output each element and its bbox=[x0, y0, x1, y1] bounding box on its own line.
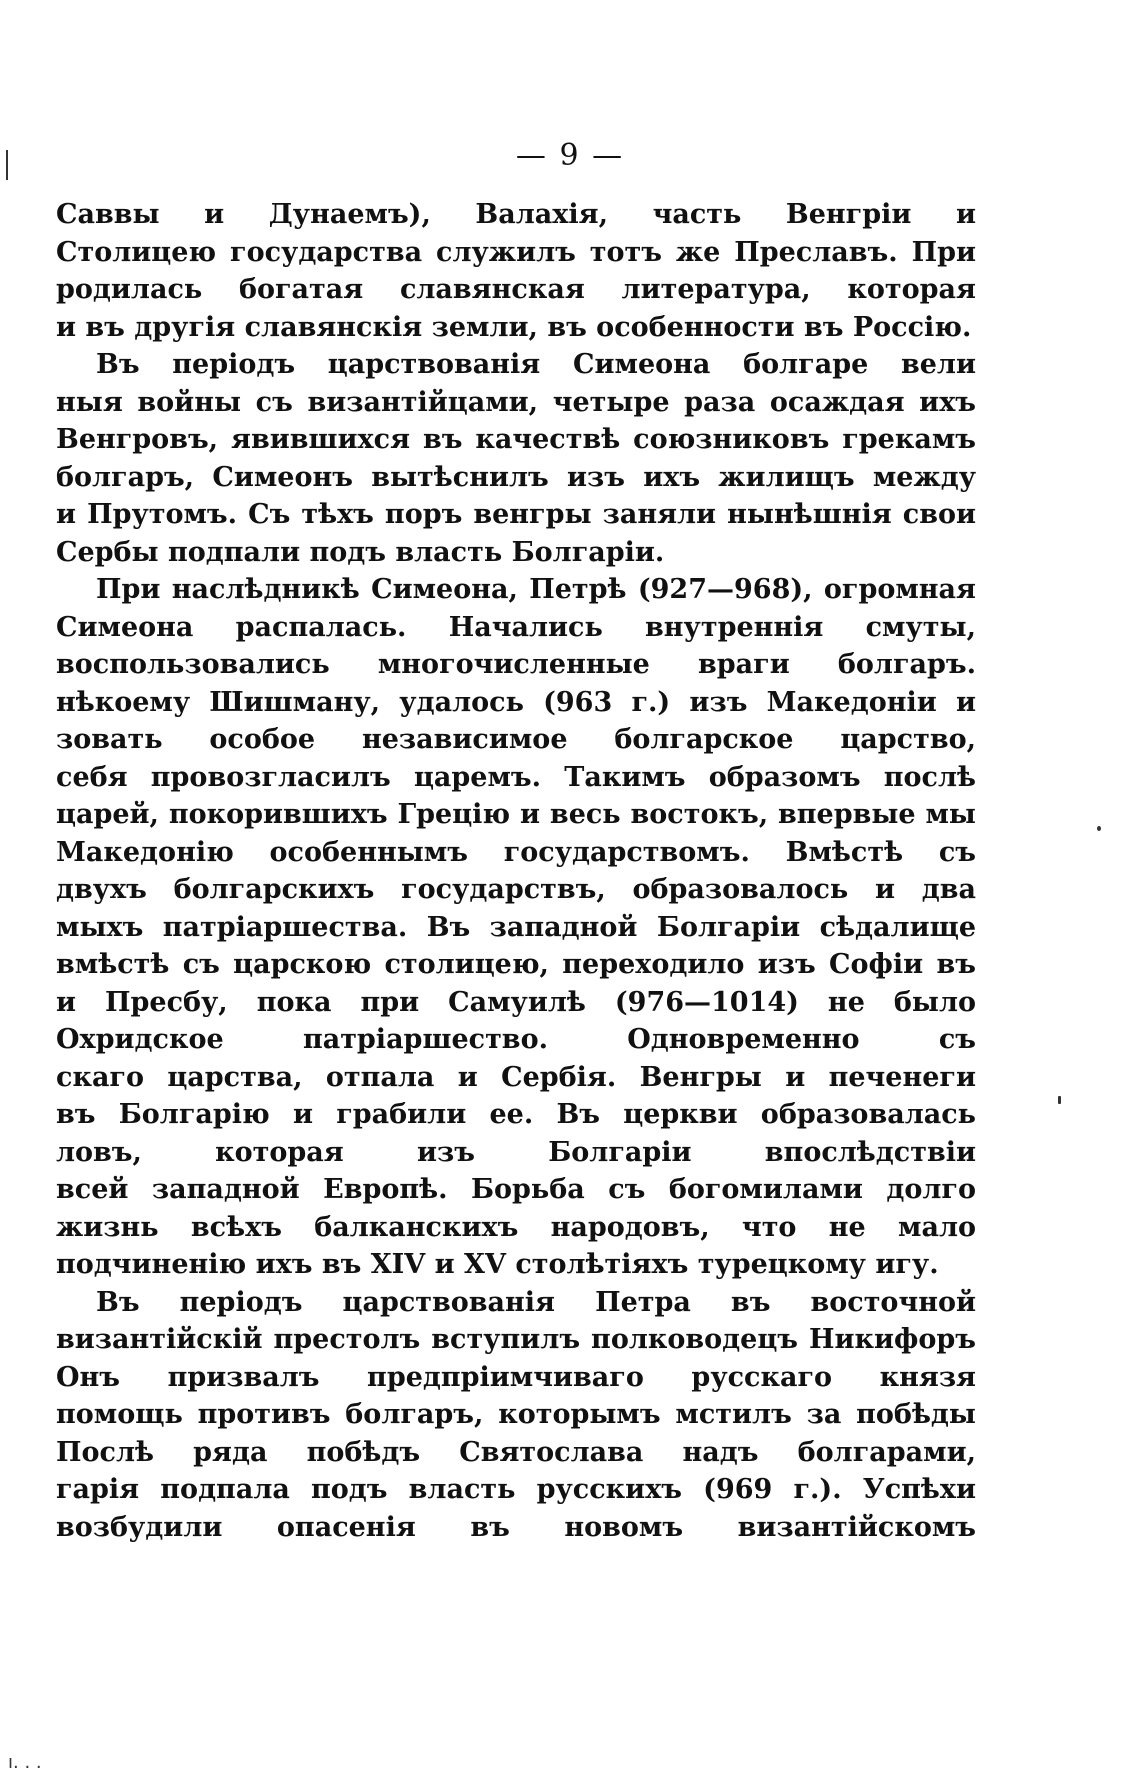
text-line: себя провозгласилъ царемъ. Такимъ образомъ послѣ bbox=[56, 761, 976, 793]
text-line: гарія подпала подъ власть русскихъ (969 г.). Успѣхи bbox=[56, 1474, 976, 1505]
text-line: двухъ болгарскихъ государствъ, образовалось и два bbox=[56, 874, 976, 905]
text-line: и Прутомъ. Съ тѣхъ поръ венгры заняли нынѣшнія свои bbox=[56, 499, 976, 530]
text-line: Венгровъ, явившихся въ качествѣ союзниковъ грекамъ bbox=[56, 424, 976, 455]
text-line: Послѣ ряда побѣдъ Святослава надъ болгарами, bbox=[56, 1436, 976, 1468]
text-line: болгаръ, Симеонъ вытѣснилъ изъ ихъ жилищъ между bbox=[56, 461, 976, 493]
text-line: воспользовались многочисленные враги болгаръ. bbox=[56, 649, 976, 680]
text-line: скаго царства, отпала и Сербія. Венгры и печенеги bbox=[56, 1061, 976, 1093]
print-speck bbox=[1058, 1096, 1061, 1104]
text-line: ныя войны съ византійцами, четыре раза осаждая ихъ bbox=[56, 386, 976, 418]
text-line: нѣкоему Шишману, удалось (963 г.) изъ Македоніи и bbox=[56, 686, 976, 718]
text-line: и Пресбу, пока при Самуилѣ (976—1014) не было bbox=[56, 986, 976, 1018]
text-line: Въ періодъ царствованія Петра въ восточной bbox=[96, 1286, 976, 1318]
text-line: подчиненію ихъ въ XIV и XV столѣтіяхъ турецкому игу. bbox=[56, 1249, 939, 1280]
text-line: Симеона распалась. Начались внутреннія смуты, bbox=[56, 611, 976, 643]
text-line: Онъ призвалъ предпріимчиваго русскаго князя bbox=[56, 1361, 976, 1393]
bottom-margin-mark: ı. . . bbox=[8, 1752, 42, 1773]
text-line: жизнь всѣхъ балканскихъ народовъ, что не мало bbox=[56, 1211, 976, 1243]
text-line: вмѣстѣ съ царскою столицею, переходило изъ Софіи въ bbox=[56, 949, 976, 980]
text-line: мыхъ патріаршества. Въ западной Болгаріи сѣдалище bbox=[56, 911, 976, 943]
text-line: родилась богатая славянская литература, которая bbox=[56, 274, 976, 305]
text-line: Македонію особеннымъ государствомъ. Вмѣстѣ съ bbox=[56, 836, 976, 868]
text-line: ловъ, которая изъ Болгаріи впослѣдствіи bbox=[56, 1136, 976, 1168]
text-line: Саввы и Дунаемъ), Валахія, часть Венгріи и bbox=[56, 199, 976, 230]
text-line: царей, покорившихъ Грецію и весь востокъ, впервые мы bbox=[56, 799, 976, 830]
text-line: Охридское патріаршество. Одновременно съ bbox=[56, 1024, 976, 1055]
text-line: зовать особое независимое болгарское царство, bbox=[56, 724, 976, 755]
text-line: возбудили опасенія въ новомъ византійскомъ bbox=[56, 1511, 976, 1543]
text-line: При наслѣдникѣ Симеона, Петрѣ (927—968), огромная bbox=[96, 574, 976, 605]
text-line: Въ періодъ царствованія Симеона болгаре вели bbox=[96, 349, 976, 380]
text-line: Столицею государства служилъ тотъ же Преславъ. При bbox=[56, 236, 976, 268]
text-line: всей западной Европѣ. Борьба съ богомилами долго bbox=[56, 1174, 976, 1205]
print-speck bbox=[1097, 826, 1101, 831]
text-line: Сербы подпали подъ власть Болгаріи. bbox=[56, 536, 665, 568]
text-line: и въ другія славянскія земли, въ особенности въ Россію. bbox=[56, 311, 972, 343]
text-line: въ Болгарію и грабили ее. Въ церкви образовалась bbox=[56, 1099, 976, 1130]
page-number: — 9 — bbox=[515, 138, 625, 173]
text-line: византійскій престолъ вступилъ полководецъ Никифоръ bbox=[56, 1324, 976, 1355]
text-line: помощь противъ болгаръ, которымъ мстилъ за побѣды bbox=[56, 1399, 976, 1430]
body-text bbox=[56, 196, 976, 1546]
